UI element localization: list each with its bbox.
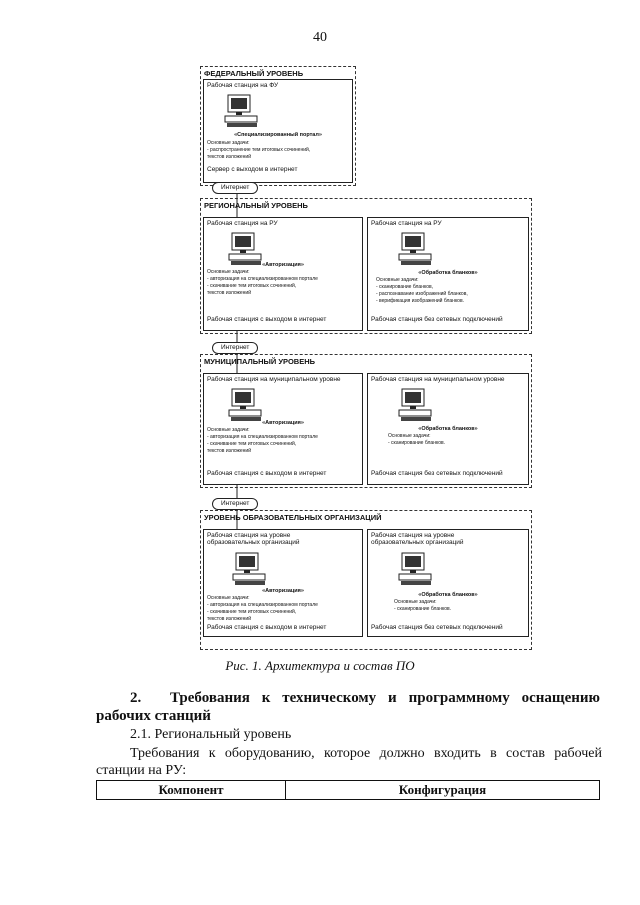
- workstation-title: Рабочая станция на уровне образовательных организаций: [207, 532, 300, 546]
- paragraph-line1: Требования к оборудованию, которое должно входить в состав рабочей: [130, 746, 602, 761]
- internet-badge: Интернет: [212, 498, 258, 510]
- task-item: - сканирование бланков.: [388, 440, 446, 446]
- page-number: 40: [313, 30, 327, 45]
- tasks-header: Основные задачи:: [207, 140, 250, 146]
- tasks-header: Основные задачи:: [207, 269, 250, 275]
- subsection-title: 2.1. Региональный уровень: [130, 727, 292, 742]
- internet-badge: Интернет: [212, 182, 258, 194]
- task-item: текстов изложений: [207, 616, 252, 622]
- role-label: «Авторизация»: [262, 588, 304, 594]
- task-item: - сканирование бланков,: [376, 284, 434, 290]
- task-item: - авторизация на специализированном портале: [207, 602, 318, 608]
- role-label: «Обработка бланков»: [418, 426, 478, 432]
- role-label: «Авторизация»: [262, 262, 304, 268]
- computer-icon: [224, 94, 260, 128]
- workstation-footer: Рабочая станция без сетевых подключений: [371, 316, 503, 323]
- requirements-table: [96, 780, 600, 800]
- role-label: «Специализированный портал»: [234, 132, 322, 138]
- column-header-component: Компонент: [97, 781, 286, 800]
- level-title: ФЕДЕРАЛЬНЫЙ УРОВЕНЬ: [204, 69, 304, 78]
- level-title: РЕГИОНАЛЬНЫЙ УРОВЕНЬ: [204, 201, 308, 210]
- workstation-box: [367, 529, 529, 637]
- table-header-row: [97, 781, 600, 800]
- task-item: - скачивание тем итоговых сочинений,: [207, 441, 297, 447]
- role-label: «Обработка бланков»: [418, 592, 478, 598]
- task-item: - верификация изображений бланков.: [376, 298, 465, 304]
- tasks-header: Основные задачи:: [207, 427, 250, 433]
- computer-icon: [398, 552, 434, 586]
- workstation-footer: Сервер с выходом в интернет: [207, 166, 298, 173]
- computer-icon: [228, 388, 264, 422]
- workstation-title: Рабочая станция на РУ: [371, 220, 442, 227]
- workstation-footer: Рабочая станция с выходом в интернет: [207, 316, 327, 323]
- role-label: «Обработка бланков»: [418, 270, 478, 276]
- computer-icon: [398, 232, 434, 266]
- tasks-header: Основные задачи:: [394, 599, 437, 605]
- level-educational: [200, 510, 532, 650]
- level-federal: [200, 66, 356, 186]
- task-item: текстов изложений: [207, 290, 252, 296]
- workstation-title: Рабочая станция на уровне образовательных организаций: [371, 532, 464, 546]
- level-municipal: [200, 354, 532, 488]
- task-item: - авторизация на специализированном портале: [207, 434, 318, 440]
- task-item: - распространение тем итоговых сочинений,: [207, 147, 311, 153]
- task-item: - распознавание изображений бланков,: [376, 291, 468, 297]
- level-title: УРОВЕНЬ ОБРАЗОВАТЕЛЬНЫХ ОРГАНИЗАЦИЙ: [204, 513, 382, 522]
- computer-icon: [228, 232, 264, 266]
- workstation-footer: Рабочая станция без сетевых подключений: [371, 624, 503, 631]
- level-regional: [200, 198, 532, 334]
- task-item: - скачивание тем итоговых сочинений,: [207, 609, 297, 615]
- figure-caption: Рис. 1. Архитектура и состав ПО: [225, 658, 415, 673]
- task-item: - скачивание тем итоговых сочинений,: [207, 283, 297, 289]
- tasks-header: Основные задачи:: [376, 277, 419, 283]
- section-number: 2.: [130, 690, 142, 706]
- role-label: «Авторизация»: [262, 420, 304, 426]
- workstation-box: [203, 217, 363, 331]
- task-item: - авторизация на специализированном портале: [207, 276, 318, 282]
- section-title-line2: рабочих станций: [96, 708, 211, 724]
- computer-icon: [232, 552, 268, 586]
- workstation-box: [367, 217, 529, 331]
- computer-icon: [398, 388, 434, 422]
- task-item: - сканирование бланков.: [394, 606, 452, 612]
- section-title-line1: Требования к техническому и программному оснащению: [170, 690, 600, 706]
- column-header-configuration: Конфигурация: [286, 781, 600, 800]
- tasks-header: Основные задачи:: [207, 595, 250, 601]
- workstation-box: [203, 373, 363, 485]
- workstation-title: Рабочая станция на РУ: [207, 220, 278, 227]
- workstation-footer: Рабочая станция без сетевых подключений: [371, 470, 503, 477]
- workstation-box: [203, 79, 353, 183]
- level-title: МУНИЦИПАЛЬНЫЙ УРОВЕНЬ: [204, 357, 316, 366]
- workstation-title: Рабочая станция на ФУ: [207, 82, 279, 89]
- workstation-footer: Рабочая станция с выходом в интернет: [207, 624, 327, 631]
- workstation-title: Рабочая станция на муниципальном уровне: [207, 376, 341, 383]
- tasks-header: Основные задачи:: [388, 433, 431, 439]
- workstation-box: [203, 529, 363, 637]
- workstation-title: Рабочая станция на муниципальном уровне: [371, 376, 505, 383]
- internet-badge: Интернет: [212, 342, 258, 354]
- paragraph-line2: станции на РУ:: [96, 763, 187, 778]
- task-item: текстов изложений: [207, 448, 252, 454]
- workstation-box: [367, 373, 529, 485]
- workstation-footer: Рабочая станция с выходом в интернет: [207, 470, 327, 477]
- task-item: текстов изложений: [207, 154, 252, 160]
